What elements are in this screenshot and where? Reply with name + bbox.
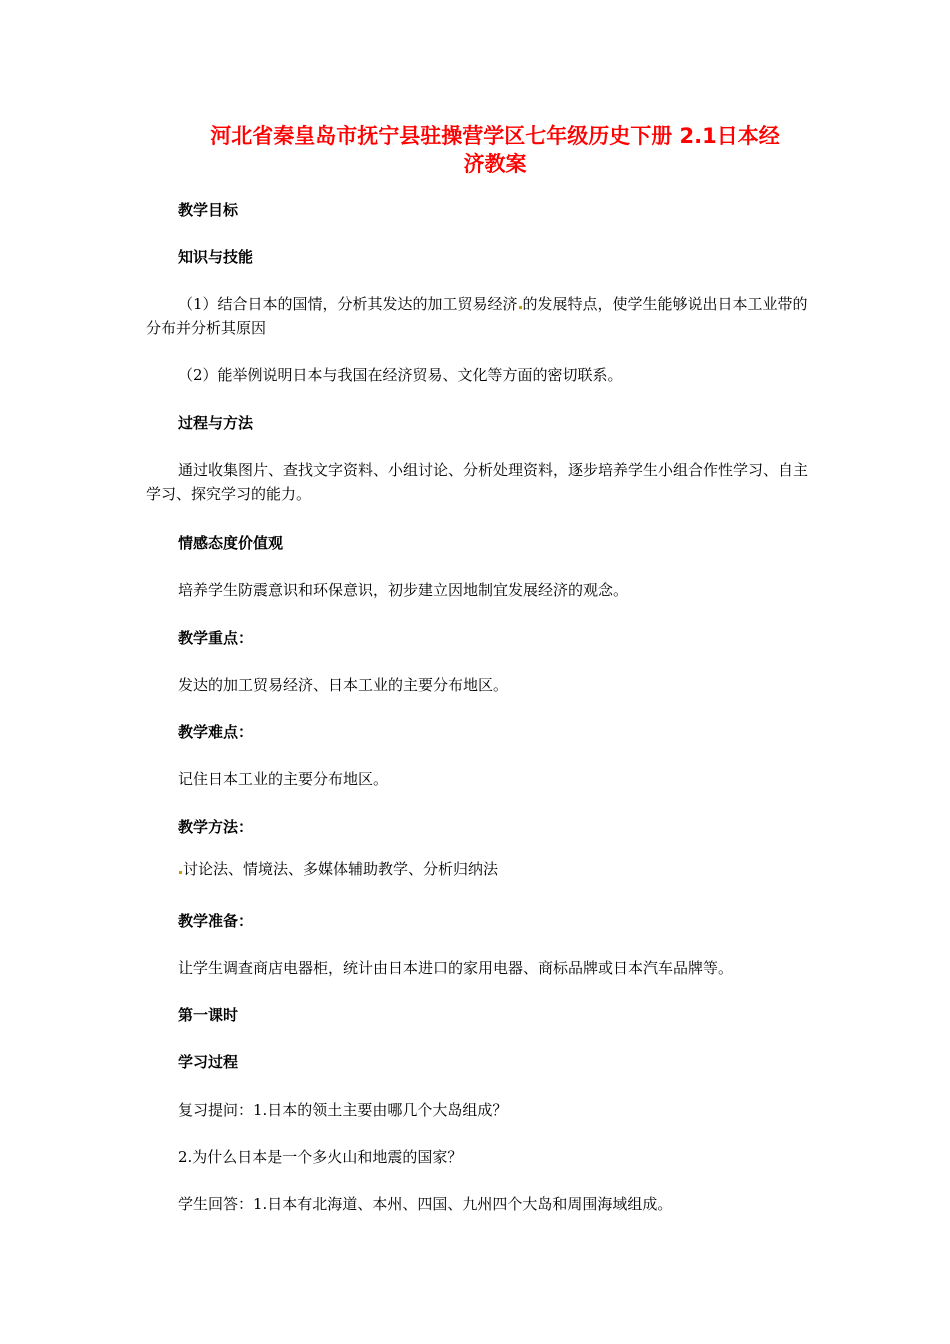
heading-first-lesson: 第一课时	[178, 1006, 239, 1024]
paragraph-key-points: 发达的加工贸易经济、日本工业的主要分布地区。	[178, 676, 509, 694]
heading-learning-process: 学习过程	[178, 1053, 239, 1071]
document-title	[150, 122, 840, 178]
paragraph-teaching-prep: 让学生调查商店电器柜，统计由日本进口的家用电器、商标品牌或日本汽车品牌等。	[178, 959, 734, 977]
paragraph-student-answer: 学生回答：1.日本有北海道、本州、四国、九州四个大岛和周围海域组成。	[178, 1195, 673, 1213]
dot-mark	[519, 306, 522, 309]
heading-teaching-prep: 教学准备：	[178, 912, 254, 930]
heading-teaching-method: 教学方法：	[178, 818, 254, 836]
paragraph-goal-2: （2）能举例说明日本与我国在经济贸易、文化等方面的密切联系。	[178, 366, 623, 384]
heading-difficult-points: 教学难点：	[178, 723, 254, 741]
paragraph-goal-1: （1）结合日本的国情，分析其发达的加工贸易经济 的发展特点，使学生能够说出日本工业带的分布并分析其原因	[146, 295, 808, 337]
paragraph-review-question-1: 复习提问：1.日本的领土主要由哪几个大岛组成？	[178, 1101, 508, 1119]
paragraph-emotion: 培养学生防震意识和环保意识，初步建立因地制宜发展经济的观念。	[178, 581, 629, 599]
heading-teaching-goals: 教学目标	[178, 201, 239, 219]
title-line-1: 河北省秦皇岛市抚宁县驻操营学区七年级历史下册 2.1日本经	[210, 124, 780, 148]
title-line-2: 济教案	[463, 152, 527, 176]
paragraph-teaching-method: 讨论法、情境法、多媒体辅助教学、分析归纳法	[146, 857, 842, 881]
heading-key-points: 教学重点：	[178, 629, 254, 647]
paragraph-review-question-2: 2.为什么日本是一个多火山和地震的国家？	[178, 1148, 463, 1166]
paragraph-difficult-points: 记住日本工业的主要分布地区。	[178, 770, 389, 788]
paragraph-process: 通过收集图片、查找文字资料、小组讨论、分析处理资料，逐步培养学生小组合作性学习、自主学习、探究学习的能力。	[146, 461, 809, 503]
heading-emotion-values: 情感态度价值观	[178, 534, 284, 552]
heading-process-method: 过程与方法	[178, 414, 254, 432]
dot-mark	[179, 871, 182, 874]
heading-knowledge-skills: 知识与技能	[178, 248, 254, 266]
